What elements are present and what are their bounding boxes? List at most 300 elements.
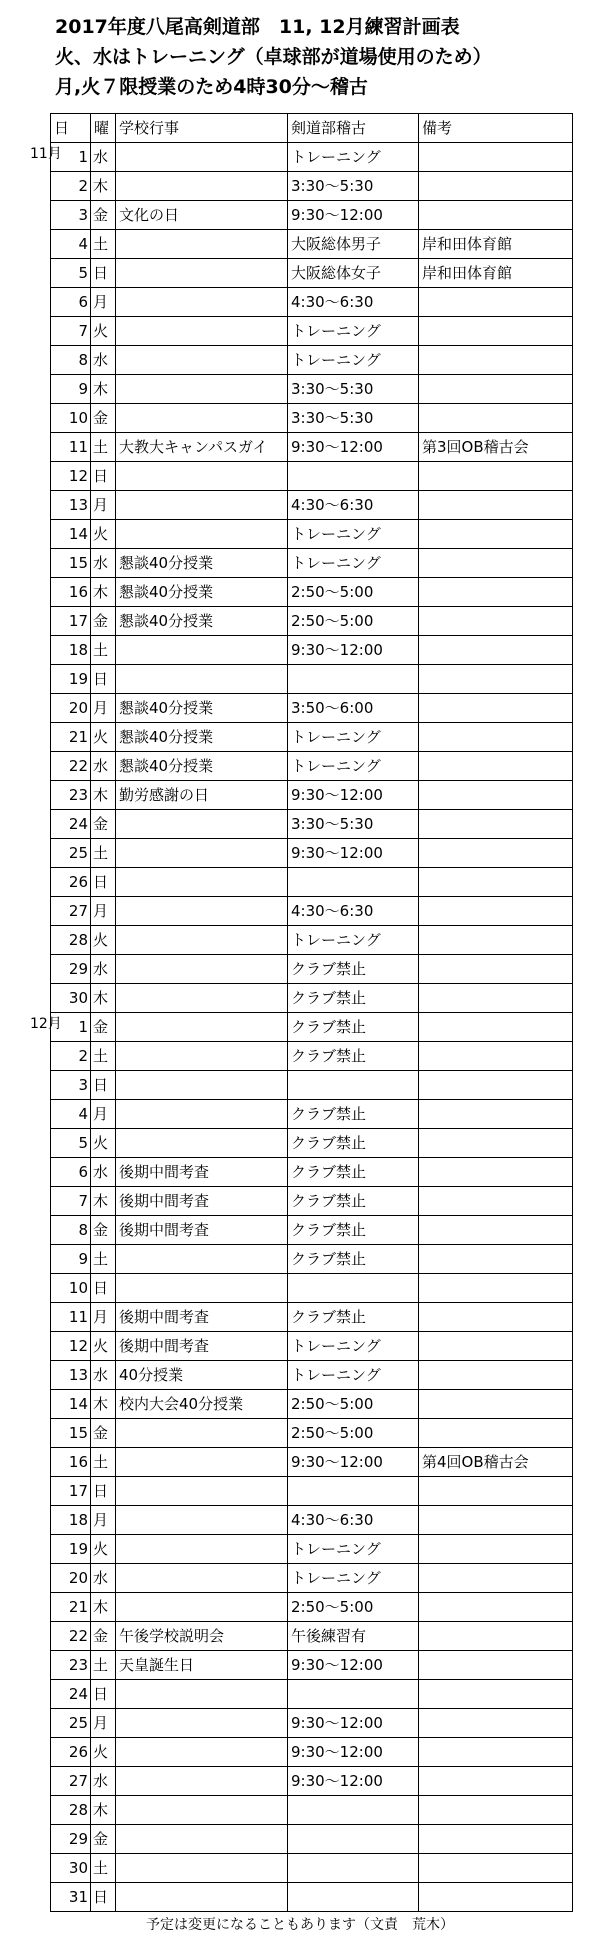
remarks-cell <box>419 1593 573 1622</box>
weekday-cell: 土 <box>91 1245 116 1274</box>
school-event-cell: 文化の日 <box>116 201 288 230</box>
practice-cell <box>288 1825 419 1854</box>
day-cell: 19 <box>51 1535 91 1564</box>
practice-cell: 大阪総体男子 <box>288 230 419 259</box>
practice-cell <box>288 1274 419 1303</box>
weekday-cell: 火 <box>91 1332 116 1361</box>
day-cell: 22 <box>51 1622 91 1651</box>
practice-cell <box>288 1477 419 1506</box>
weekday-cell: 日 <box>91 1274 116 1303</box>
remarks-cell <box>419 143 573 172</box>
weekday-cell: 火 <box>91 520 116 549</box>
school-event-cell: 後期中間考査 <box>116 1187 288 1216</box>
weekday-cell: 金 <box>91 1825 116 1854</box>
day-cell: 6 <box>51 1158 91 1187</box>
table-row <box>51 1071 573 1100</box>
weekday-cell: 日 <box>91 1477 116 1506</box>
day-cell: 27 <box>51 1767 91 1796</box>
weekday-cell: 月 <box>91 491 116 520</box>
school-event-cell <box>116 1100 288 1129</box>
day-cell: 2 <box>51 172 91 201</box>
practice-cell: 2:50～5:00 <box>288 578 419 607</box>
weekday-cell: 水 <box>91 346 116 375</box>
practice-cell <box>288 462 419 491</box>
day-cell: 15 <box>51 549 91 578</box>
remarks-cell <box>419 491 573 520</box>
weekday-cell: 月 <box>91 1100 116 1129</box>
day-cell: 12 <box>51 462 91 491</box>
remarks-cell <box>419 578 573 607</box>
school-event-cell: 懇談40分授業 <box>116 549 288 578</box>
table-row <box>51 520 573 549</box>
practice-cell <box>288 1680 419 1709</box>
school-event-cell <box>116 1129 288 1158</box>
table-row <box>51 1390 573 1419</box>
weekday-cell: 月 <box>91 1303 116 1332</box>
practice-cell: クラブ禁止 <box>288 1187 419 1216</box>
remarks-cell <box>419 1506 573 1535</box>
day-cell: 21 <box>51 723 91 752</box>
day-cell: 4 <box>51 230 91 259</box>
school-event-cell <box>116 665 288 694</box>
day-cell: 1 <box>51 143 91 172</box>
practice-cell: クラブ禁止 <box>288 1245 419 1274</box>
header-weekday: 曜 <box>91 114 116 143</box>
title-line: 2017年度八尾高剣道部 11, 12月練習計画表 <box>55 16 460 38</box>
table-row <box>51 1883 573 1912</box>
practice-cell: 4:30～6:30 <box>288 1506 419 1535</box>
practice-cell: クラブ禁止 <box>288 1216 419 1245</box>
month-label-november: 11月 <box>30 146 62 162</box>
weekday-cell: 金 <box>91 1419 116 1448</box>
remarks-cell <box>419 520 573 549</box>
day-cell: 29 <box>51 1825 91 1854</box>
remarks-cell <box>419 897 573 926</box>
remarks-cell <box>419 752 573 781</box>
remarks-cell <box>419 694 573 723</box>
weekday-cell: 木 <box>91 1796 116 1825</box>
weekday-cell: 日 <box>91 868 116 897</box>
day-cell: 20 <box>51 694 91 723</box>
practice-cell: トレーニング <box>288 1361 419 1390</box>
table-row <box>51 1477 573 1506</box>
table-row <box>51 1216 573 1245</box>
school-event-cell <box>116 1477 288 1506</box>
practice-cell: トレーニング <box>288 926 419 955</box>
practice-cell: トレーニング <box>288 723 419 752</box>
practice-cell: クラブ禁止 <box>288 984 419 1013</box>
school-event-cell <box>116 1274 288 1303</box>
practice-cell: 9:30～12:00 <box>288 636 419 665</box>
school-event-cell <box>116 520 288 549</box>
table-row <box>51 491 573 520</box>
day-cell: 25 <box>51 839 91 868</box>
weekday-cell: 水 <box>91 752 116 781</box>
remarks-cell <box>419 375 573 404</box>
remarks-cell <box>419 1825 573 1854</box>
weekday-cell: 水 <box>91 955 116 984</box>
weekday-cell: 月 <box>91 897 116 926</box>
practice-cell: 3:50～6:00 <box>288 694 419 723</box>
school-event-cell <box>116 1448 288 1477</box>
remarks-cell <box>419 1245 573 1274</box>
school-event-cell <box>116 1883 288 1912</box>
weekday-cell: 土 <box>91 1854 116 1883</box>
school-event-cell <box>116 1506 288 1535</box>
remarks-cell <box>419 1651 573 1680</box>
remarks-cell: 岸和田体育館 <box>419 230 573 259</box>
table-row <box>51 1535 573 1564</box>
day-cell: 24 <box>51 810 91 839</box>
practice-cell: クラブ禁止 <box>288 1100 419 1129</box>
school-event-cell <box>116 1767 288 1796</box>
table-row <box>51 549 573 578</box>
weekday-cell: 土 <box>91 1651 116 1680</box>
practice-cell: トレーニング <box>288 143 419 172</box>
schedule-table <box>50 113 573 1912</box>
remarks-cell <box>419 172 573 201</box>
table-row <box>51 1361 573 1390</box>
day-cell: 6 <box>51 288 91 317</box>
day-cell: 17 <box>51 607 91 636</box>
school-event-cell <box>116 1680 288 1709</box>
remarks-cell <box>419 1158 573 1187</box>
table-row <box>51 1738 573 1767</box>
table-row <box>51 1013 573 1042</box>
practice-cell: 9:30～12:00 <box>288 1448 419 1477</box>
practice-cell <box>288 1854 419 1883</box>
remarks-cell <box>419 1796 573 1825</box>
day-cell: 18 <box>51 636 91 665</box>
practice-cell: 4:30～6:30 <box>288 491 419 520</box>
weekday-cell: 木 <box>91 375 116 404</box>
remarks-cell <box>419 549 573 578</box>
school-event-cell: 懇談40分授業 <box>116 694 288 723</box>
month-label-december: 12月 <box>30 1016 62 1032</box>
remarks-cell <box>419 1709 573 1738</box>
practice-cell: 9:30～12:00 <box>288 1651 419 1680</box>
weekday-cell: 水 <box>91 1158 116 1187</box>
school-event-cell: 後期中間考査 <box>116 1303 288 1332</box>
school-event-cell <box>116 1419 288 1448</box>
table-row <box>51 1158 573 1187</box>
practice-cell: トレーニング <box>288 317 419 346</box>
weekday-cell: 日 <box>91 259 116 288</box>
remarks-cell <box>419 1883 573 1912</box>
weekday-cell: 日 <box>91 462 116 491</box>
remarks-cell <box>419 462 573 491</box>
weekday-cell: 土 <box>91 839 116 868</box>
table-row <box>51 897 573 926</box>
day-cell: 5 <box>51 1129 91 1158</box>
school-event-cell <box>116 636 288 665</box>
day-cell: 5 <box>51 259 91 288</box>
weekday-cell: 火 <box>91 926 116 955</box>
school-event-cell <box>116 288 288 317</box>
weekday-cell: 金 <box>91 1622 116 1651</box>
weekday-cell: 金 <box>91 607 116 636</box>
day-cell: 15 <box>51 1419 91 1448</box>
school-event-cell <box>116 926 288 955</box>
table-row <box>51 1245 573 1274</box>
practice-cell: クラブ禁止 <box>288 1013 419 1042</box>
school-event-cell <box>116 955 288 984</box>
remarks-cell <box>419 1738 573 1767</box>
weekday-cell: 火 <box>91 723 116 752</box>
table-row <box>51 1100 573 1129</box>
day-cell: 25 <box>51 1709 91 1738</box>
table-row <box>51 1419 573 1448</box>
school-event-cell <box>116 984 288 1013</box>
table-row <box>51 1796 573 1825</box>
day-cell: 13 <box>51 491 91 520</box>
school-event-cell: 後期中間考査 <box>116 1332 288 1361</box>
table-row <box>51 1767 573 1796</box>
school-event-cell: 懇談40分授業 <box>116 723 288 752</box>
remarks-cell <box>419 636 573 665</box>
weekday-cell: 土 <box>91 230 116 259</box>
table-row <box>51 868 573 897</box>
school-event-cell <box>116 1013 288 1042</box>
school-event-cell <box>116 375 288 404</box>
remarks-cell <box>419 1477 573 1506</box>
day-cell: 9 <box>51 1245 91 1274</box>
practice-cell: 3:30～5:30 <box>288 404 419 433</box>
remarks-cell <box>419 404 573 433</box>
school-event-cell <box>116 346 288 375</box>
school-event-cell: 懇談40分授業 <box>116 752 288 781</box>
day-cell: 8 <box>51 346 91 375</box>
remarks-cell <box>419 1274 573 1303</box>
practice-cell: 大阪総体女子 <box>288 259 419 288</box>
table-row <box>51 462 573 491</box>
practice-cell: トレーニング <box>288 1535 419 1564</box>
remarks-cell <box>419 1622 573 1651</box>
table-row <box>51 1274 573 1303</box>
remarks-cell <box>419 1216 573 1245</box>
subtitle-line-1: 火、水はトレーニング（卓球部が道場使用のため） <box>55 46 492 68</box>
school-event-cell: 午後学校説明会 <box>116 1622 288 1651</box>
weekday-cell: 木 <box>91 578 116 607</box>
remarks-cell <box>419 665 573 694</box>
weekday-cell: 月 <box>91 1709 116 1738</box>
day-cell: 18 <box>51 1506 91 1535</box>
practice-cell: 9:30～12:00 <box>288 1709 419 1738</box>
remarks-cell <box>419 1564 573 1593</box>
remarks-cell <box>419 317 573 346</box>
table-row <box>51 1332 573 1361</box>
remarks-cell <box>419 1303 573 1332</box>
day-cell: 28 <box>51 1796 91 1825</box>
table-row <box>51 665 573 694</box>
remarks-cell <box>419 1390 573 1419</box>
school-event-cell <box>116 172 288 201</box>
table-row <box>51 1680 573 1709</box>
school-event-cell <box>116 810 288 839</box>
remarks-cell <box>419 1071 573 1100</box>
school-event-cell <box>116 404 288 433</box>
day-cell: 30 <box>51 984 91 1013</box>
practice-cell: クラブ禁止 <box>288 1129 419 1158</box>
remarks-cell <box>419 781 573 810</box>
day-cell: 14 <box>51 520 91 549</box>
table-row <box>51 1129 573 1158</box>
school-event-cell <box>116 1854 288 1883</box>
remarks-cell <box>419 984 573 1013</box>
remarks-cell <box>419 1854 573 1883</box>
weekday-cell: 金 <box>91 404 116 433</box>
weekday-cell: 土 <box>91 636 116 665</box>
practice-cell: 9:30～12:00 <box>288 1767 419 1796</box>
weekday-cell: 月 <box>91 288 116 317</box>
school-event-cell: 校内大会40分授業 <box>116 1390 288 1419</box>
practice-cell <box>288 665 419 694</box>
practice-cell: クラブ禁止 <box>288 1042 419 1071</box>
practice-cell: 2:50～5:00 <box>288 1390 419 1419</box>
table-row <box>51 1448 573 1477</box>
practice-cell: トレーニング <box>288 549 419 578</box>
day-cell: 4 <box>51 1100 91 1129</box>
school-event-cell <box>116 143 288 172</box>
remarks-cell <box>419 346 573 375</box>
day-cell: 3 <box>51 1071 91 1100</box>
schedule-body <box>51 143 573 1912</box>
day-cell: 29 <box>51 955 91 984</box>
table-row <box>51 433 573 462</box>
weekday-cell: 土 <box>91 1042 116 1071</box>
table-row <box>51 375 573 404</box>
table-row <box>51 752 573 781</box>
school-event-cell: 勤労感謝の日 <box>116 781 288 810</box>
day-cell: 1 <box>51 1013 91 1042</box>
table-row <box>51 346 573 375</box>
subtitle-line-2: 月,火７限授業のため4時30分～稽古 <box>55 76 368 98</box>
header-school-event: 学校行事 <box>116 114 288 143</box>
footer-note: 予定は変更になることもあります（文責 荒木） <box>146 1917 454 1933</box>
table-row <box>51 984 573 1013</box>
table-row <box>51 1854 573 1883</box>
title-block <box>55 12 595 102</box>
day-cell: 10 <box>51 404 91 433</box>
school-event-cell <box>116 1825 288 1854</box>
weekday-cell: 金 <box>91 810 116 839</box>
remarks-cell <box>419 955 573 984</box>
table-row <box>51 1564 573 1593</box>
day-cell: 22 <box>51 752 91 781</box>
day-cell: 11 <box>51 433 91 462</box>
table-row <box>51 230 573 259</box>
weekday-cell: 月 <box>91 694 116 723</box>
practice-cell <box>288 1796 419 1825</box>
weekday-cell: 金 <box>91 1013 116 1042</box>
practice-cell <box>288 1071 419 1100</box>
school-event-cell: 40分授業 <box>116 1361 288 1390</box>
remarks-cell <box>419 839 573 868</box>
weekday-cell: 水 <box>91 1564 116 1593</box>
table-row <box>51 201 573 230</box>
table-row <box>51 578 573 607</box>
weekday-cell: 金 <box>91 1216 116 1245</box>
remarks-cell <box>419 1419 573 1448</box>
school-event-cell <box>116 230 288 259</box>
school-event-cell: 後期中間考査 <box>116 1216 288 1245</box>
header-remarks: 備考 <box>419 114 573 143</box>
practice-cell: 2:50～5:00 <box>288 1419 419 1448</box>
weekday-cell: 木 <box>91 781 116 810</box>
day-cell: 14 <box>51 1390 91 1419</box>
remarks-cell <box>419 1680 573 1709</box>
practice-cell <box>288 1883 419 1912</box>
weekday-cell: 火 <box>91 1535 116 1564</box>
day-cell: 26 <box>51 1738 91 1767</box>
remarks-cell <box>419 1361 573 1390</box>
weekday-cell: 日 <box>91 1680 116 1709</box>
day-cell: 30 <box>51 1854 91 1883</box>
remarks-cell <box>419 926 573 955</box>
practice-cell: 午後練習有 <box>288 1622 419 1651</box>
school-event-cell: 大教大キャンパスガイ <box>116 433 288 462</box>
weekday-cell: 水 <box>91 1361 116 1390</box>
header-day: 日 <box>51 114 91 143</box>
day-cell: 28 <box>51 926 91 955</box>
weekday-cell: 水 <box>91 549 116 578</box>
practice-cell: トレーニング <box>288 1332 419 1361</box>
practice-cell: 3:30～5:30 <box>288 375 419 404</box>
day-cell: 17 <box>51 1477 91 1506</box>
practice-cell: 2:50～5:00 <box>288 1593 419 1622</box>
table-row <box>51 1506 573 1535</box>
practice-cell: 9:30～12:00 <box>288 1738 419 1767</box>
practice-cell <box>288 868 419 897</box>
practice-cell: クラブ禁止 <box>288 1158 419 1187</box>
school-event-cell <box>116 259 288 288</box>
practice-cell: 9:30～12:00 <box>288 781 419 810</box>
practice-cell: トレーニング <box>288 1564 419 1593</box>
day-cell: 7 <box>51 317 91 346</box>
practice-cell: 9:30～12:00 <box>288 433 419 462</box>
practice-cell: 4:30～6:30 <box>288 897 419 926</box>
day-cell: 27 <box>51 897 91 926</box>
school-event-cell <box>116 1564 288 1593</box>
table-row <box>51 810 573 839</box>
table-row <box>51 1042 573 1071</box>
table-row <box>51 1187 573 1216</box>
weekday-cell: 木 <box>91 172 116 201</box>
table-row <box>51 607 573 636</box>
day-cell: 21 <box>51 1593 91 1622</box>
day-cell: 8 <box>51 1216 91 1245</box>
school-event-cell <box>116 317 288 346</box>
school-event-cell <box>116 1709 288 1738</box>
weekday-cell: 金 <box>91 201 116 230</box>
practice-cell: 3:30～5:30 <box>288 810 419 839</box>
weekday-cell: 日 <box>91 1883 116 1912</box>
day-cell: 23 <box>51 781 91 810</box>
day-cell: 12 <box>51 1332 91 1361</box>
table-row <box>51 1825 573 1854</box>
school-event-cell <box>116 1071 288 1100</box>
remarks-cell <box>419 1535 573 1564</box>
remarks-cell <box>419 1013 573 1042</box>
table-row <box>51 404 573 433</box>
day-cell: 20 <box>51 1564 91 1593</box>
remarks-cell <box>419 288 573 317</box>
table-row <box>51 1709 573 1738</box>
practice-cell: トレーニング <box>288 520 419 549</box>
table-row <box>51 288 573 317</box>
school-event-cell: 懇談40分授業 <box>116 607 288 636</box>
day-cell: 10 <box>51 1274 91 1303</box>
